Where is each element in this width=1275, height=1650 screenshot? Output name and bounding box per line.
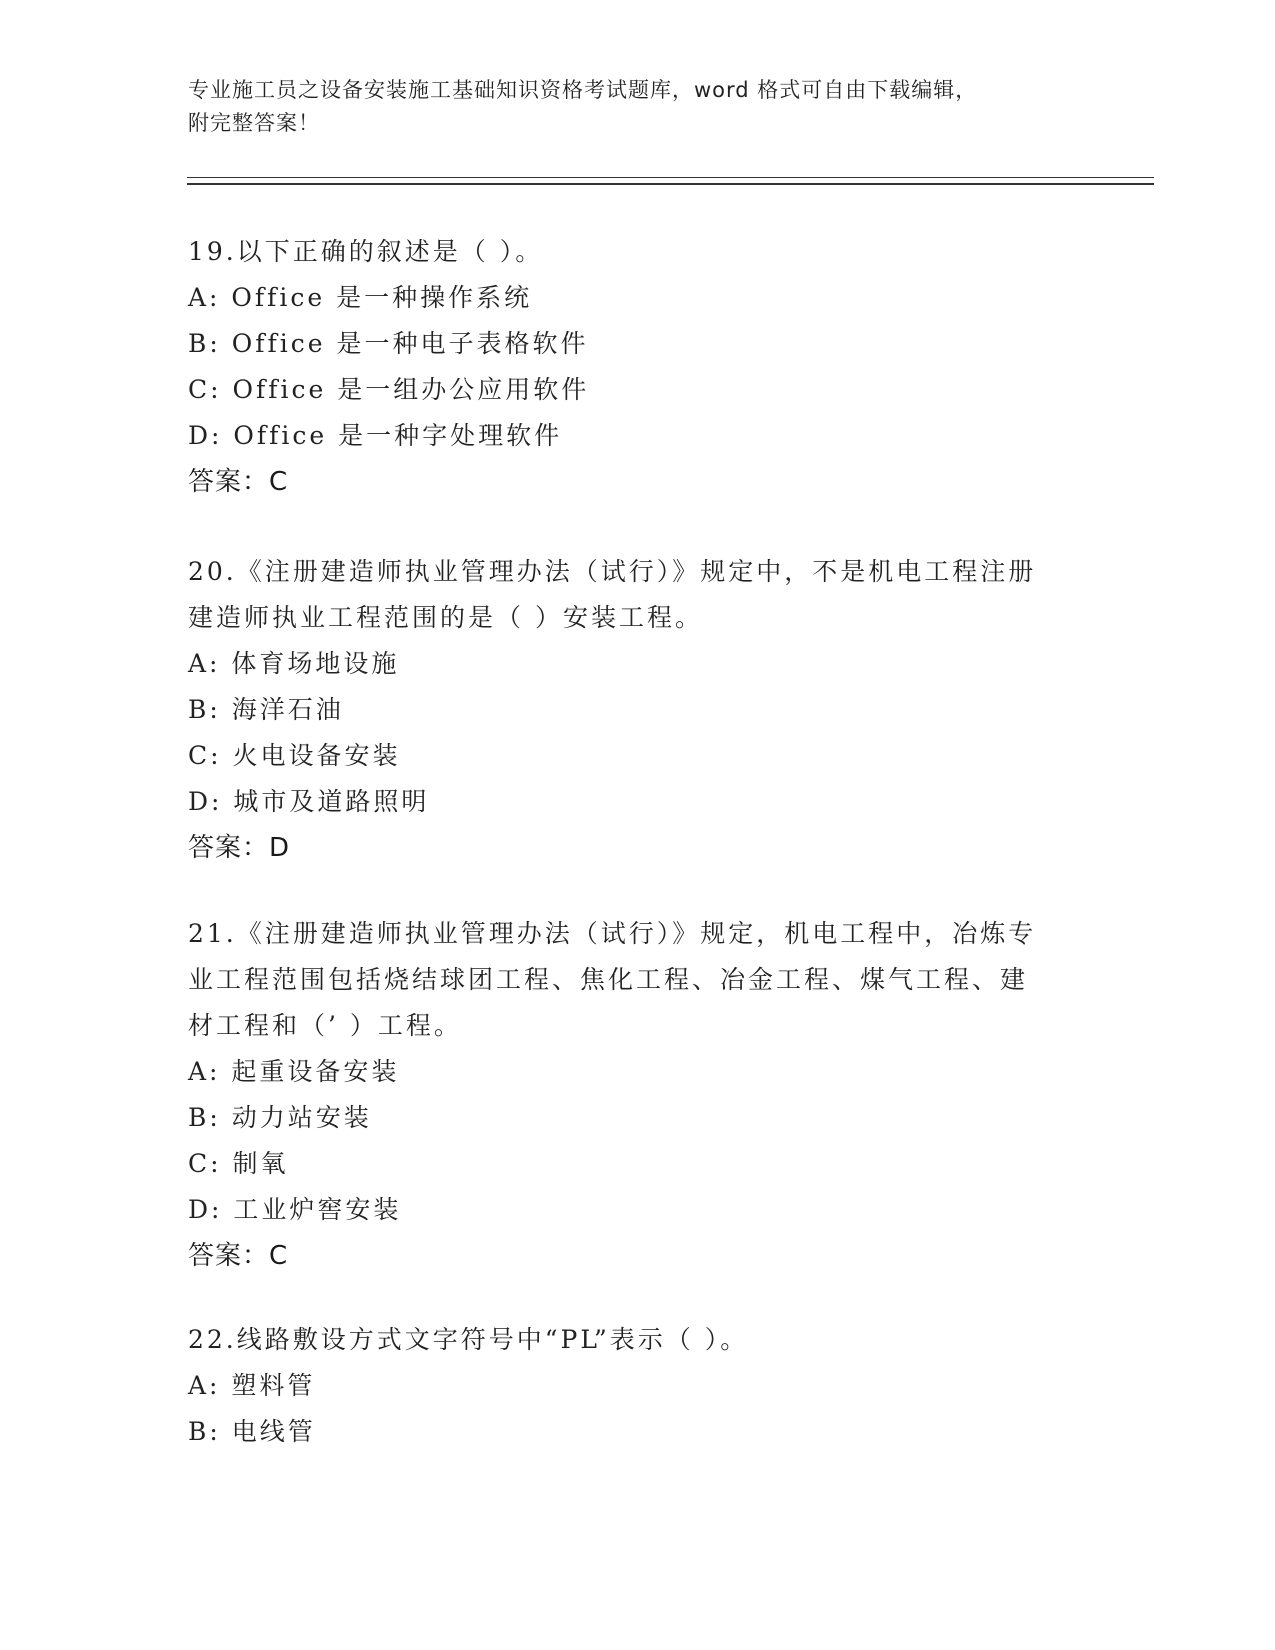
question-stem: 19.以下正确的叙述是（ ）。 [188, 237, 544, 266]
header-text-line-2: 附完整答案！ [188, 111, 320, 135]
question-stem-line-1: 20.《注册建造师执业管理办法（试行）》规定中，不是机电工程注册 [188, 557, 1037, 586]
question-21 [188, 911, 1088, 1279]
question-19 [188, 229, 1088, 505]
option-d: D: Office 是一种字处理软件 [188, 421, 563, 450]
option-b: B: 电线管 [188, 1417, 316, 1446]
document-header [188, 74, 1088, 140]
answer-text: 答案：C [188, 1241, 289, 1271]
option-b: B: 动力站安装 [188, 1103, 372, 1132]
option-b: B: Office 是一种电子表格软件 [188, 329, 589, 358]
option-c: C: 制氧 [188, 1149, 289, 1178]
answer-text: 答案：D [188, 833, 291, 863]
option-c: C: Office 是一组办公应用软件 [188, 375, 590, 404]
option-d: D: 城市及道路照明 [188, 787, 430, 816]
question-stem-line-3: 材工程和（’ ）工程。 [188, 1011, 462, 1040]
option-b: B: 海洋石油 [188, 695, 344, 724]
option-c: C: 火电设备安装 [188, 741, 401, 770]
question-stem-line-2: 建造师执业工程范围的是（ ）安装工程。 [188, 603, 703, 632]
option-d: D: 工业炉窖安装 [188, 1195, 402, 1224]
option-a: A: 塑料管 [188, 1371, 316, 1400]
question-stem: 22.线路敷设方式文字符号中“PL”表示（ ）。 [188, 1325, 749, 1354]
option-a: A: 起重设备安装 [188, 1057, 400, 1086]
header-text-line-1: 专业施工员之设备安装施工基础知识资格考试题库，word 格式可自由下载编辑， [188, 78, 978, 102]
question-stem-line-1: 21.《注册建造师执业管理办法（试行）》规定，机电工程中，冶炼专 [188, 919, 1037, 948]
question-20 [188, 549, 1088, 871]
answer-text: 答案：C [188, 467, 289, 497]
option-a: A: Office 是一种操作系统 [188, 283, 533, 312]
header-divider-thin [187, 177, 1154, 178]
option-a: A: 体育场地设施 [188, 649, 400, 678]
header-divider-thick [187, 183, 1154, 185]
question-stem-line-2: 业工程范围包括烧结球团工程、焦化工程、冶金工程、煤气工程、建 [188, 965, 1029, 994]
question-22 [188, 1317, 1088, 1455]
